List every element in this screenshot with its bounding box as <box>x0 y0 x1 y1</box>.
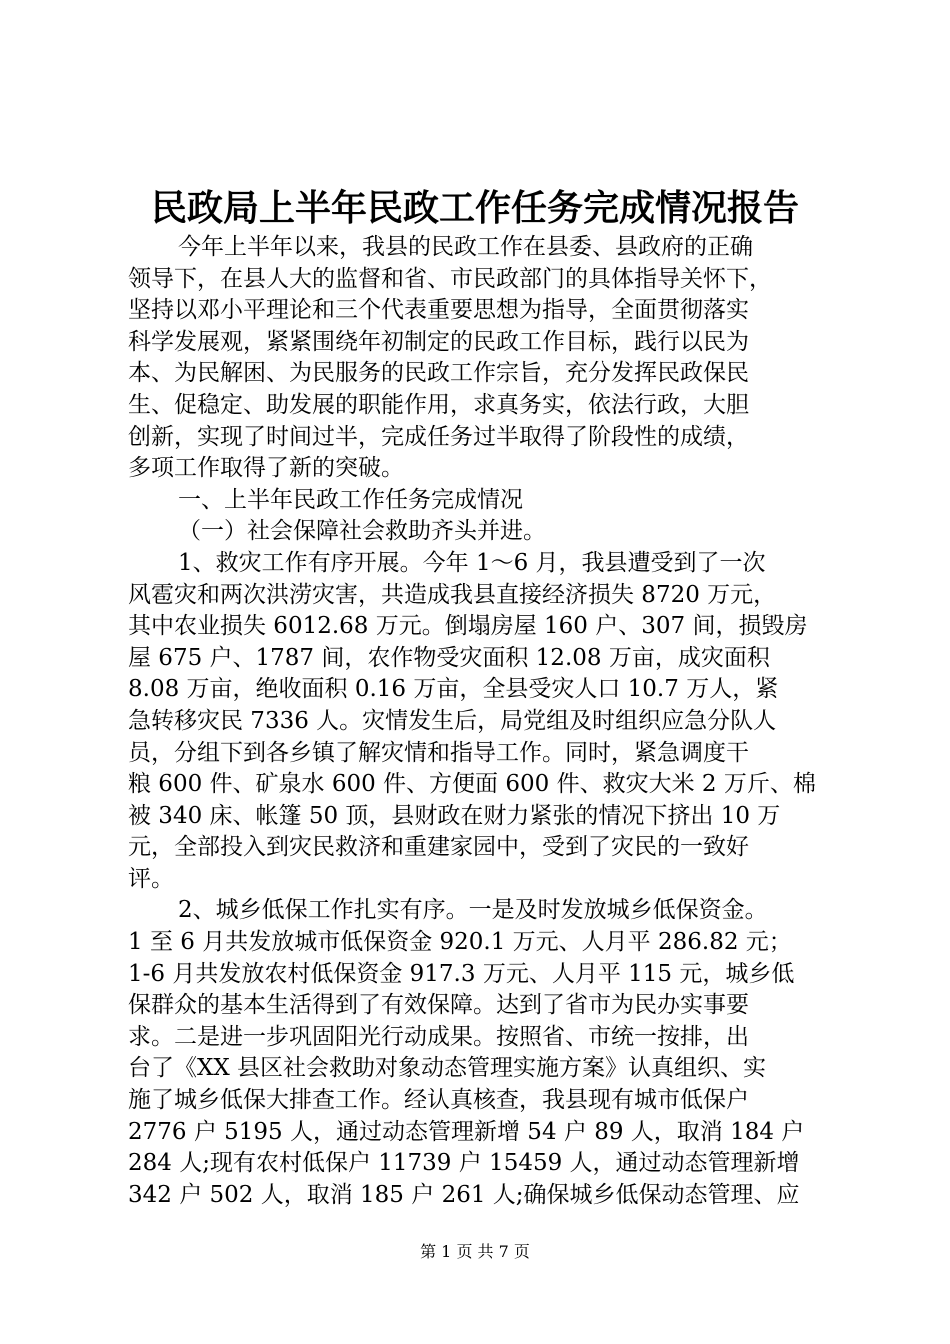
paragraph-line: 342 户 502 人，取消 185 户 261 人;确保城乡低保动态管理、应 <box>128 1181 800 1208</box>
paragraph-line: 屋 675 户、1787 间，农作物受灾面积 12.08 万亩，成灾面积 <box>128 644 770 671</box>
paragraph-line: 1、救灾工作有序开展。今年 1～6 月，我县遭受到了一次 <box>178 549 766 576</box>
paragraph-line: 科学发展观，紧紧围绕年初制定的民政工作目标，践行以民为 <box>128 328 749 355</box>
paragraph-line: 今年上半年以来，我县的民政工作在县委、县政府的正确 <box>178 234 753 260</box>
paragraph-line: 其中农业损失 6012.68 万元。倒塌房屋 160 户、307 间，损毁房 <box>128 613 808 640</box>
paragraph-line: 创新，实现了时间过半，完成任务过半取得了阶段性的成绩， <box>128 423 749 450</box>
paragraph-line: 8.08 万亩，绝收面积 0.16 万亩，全县受灾人口 10.7 万人，紧 <box>128 676 779 703</box>
paragraph-line: 施了城乡低保大排查工作。经认真核查，我县现有城市低保户 <box>128 1087 749 1114</box>
paragraph-line: 1-6 月共发放农村低保资金 917.3 万元、人月平 115 元，城乡低 <box>128 960 795 987</box>
paragraph-line: 元，全部投入到灾民救济和重建家园中，受到了灾民的一致好 <box>128 834 749 861</box>
paragraph-line: 生、促稳定、助发展的职能作用，求真务实，依法行政，大胆 <box>128 391 749 418</box>
paragraph-line: 粮 600 件、矿泉水 600 件、方便面 600 件、救灾大米 2 万斤、棉 <box>128 771 816 798</box>
paragraph-line: 多项工作取得了新的突破。 <box>128 455 404 482</box>
paragraph-line: 被 340 床、帐篷 50 顶，县财政在财力紧张的情况下挤出 10 万 <box>128 802 781 829</box>
paragraph-line: 保群众的基本生活得到了有效保障。达到了省市为民办实事要 <box>128 992 749 1019</box>
document-title: 民政局上半年民政工作任务完成情况报告 <box>150 187 799 229</box>
paragraph-line: 评。 <box>128 865 174 892</box>
paragraph-line: 坚持以邓小平理论和三个代表重要思想为指导，全面贯彻落实 <box>128 297 749 324</box>
paragraph-line: 台了《XX 县区社会救助对象动态管理实施方案》认真组织、实 <box>128 1055 767 1082</box>
document-body <box>128 232 828 1211</box>
paragraph-line: 2776 户 5195 人，通过动态管理新增 54 户 89 人，取消 184 户 <box>128 1118 805 1145</box>
paragraph-line: 急转移灾民 7336 人。灾情发生后，局党组及时组织应急分队人 <box>128 707 777 734</box>
paragraph-line: 风雹灾和两次洪涝灾害，共造成我县直接经济损失 8720 万元， <box>128 581 777 608</box>
paragraph-line: 284 人;现有农村低保户 11739 户 15459 人，通过动态管理新增 <box>128 1150 800 1177</box>
paragraph-line: 本、为民解困、为民服务的民政工作宗旨，充分发挥民政保民 <box>128 360 749 387</box>
section-heading: 一、上半年民政工作任务完成情况 <box>178 486 523 513</box>
paragraph-line: 领导下，在县人大的监督和省、市民政部门的具体指导关怀下， <box>128 265 772 292</box>
subsection-heading: （一）社会保障社会救助齐头并进。 <box>178 518 546 545</box>
page-number: 第 1 页 共 7 页 <box>420 1242 530 1261</box>
paragraph-line: 1 至 6 月共发放城市低保资金 920.1 万元、人月平 286.82 元； <box>128 929 792 956</box>
paragraph-line: 求。二是进一步巩固阳光行动成果。按照省、市统一按排，出 <box>128 1023 749 1050</box>
paragraph-line: 员，分组下到各乡镇了解灾情和指导工作。同时，紧急调度干 <box>128 739 749 766</box>
paragraph-line: 2、城乡低保工作扎实有序。一是及时发放城乡低保资金。 <box>178 897 768 924</box>
